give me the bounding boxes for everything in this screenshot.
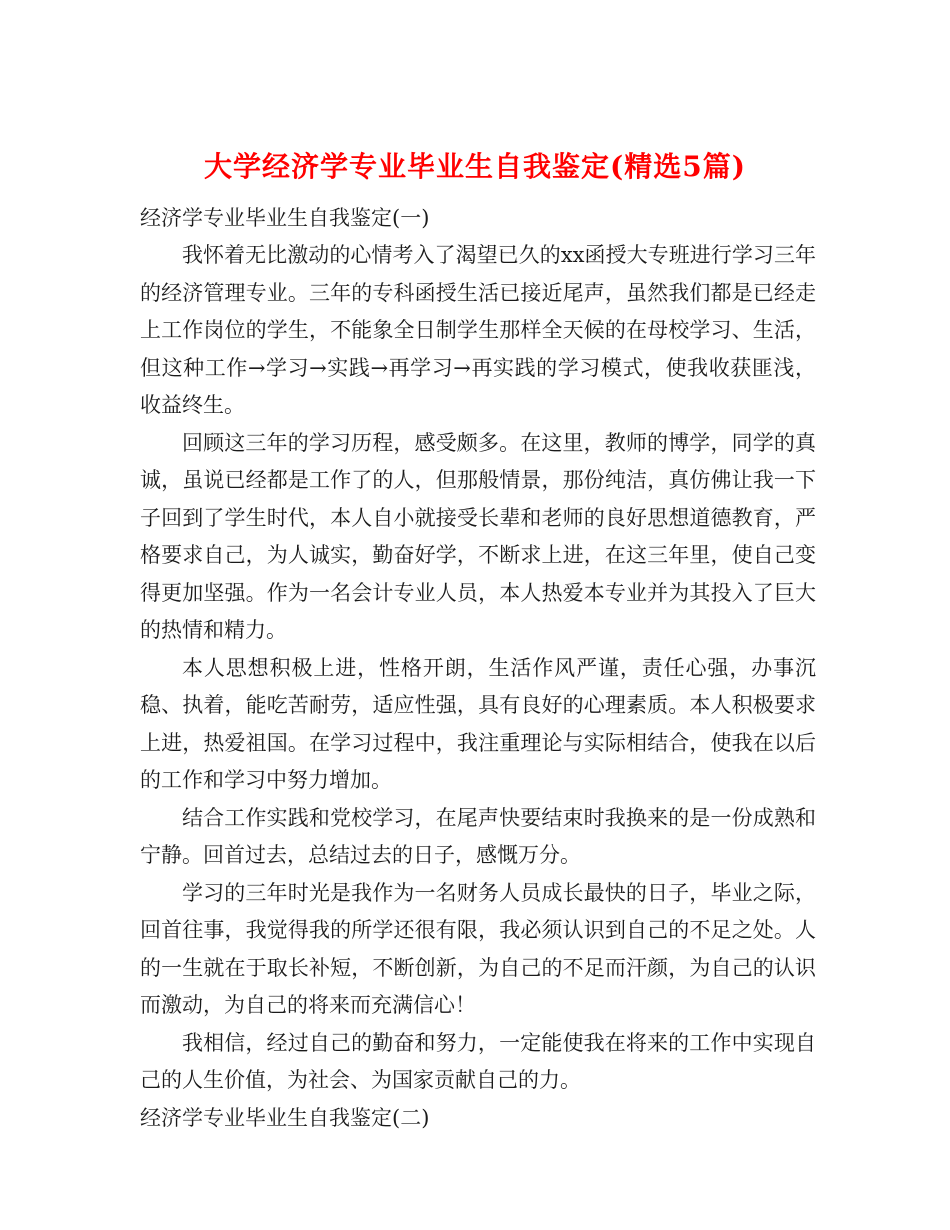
paragraph-6: 我相信，经过自己的勤奋和努力，一定能使我在将来的工作中实现自己的人生价值，为社会、为国家贡献自己的力。 bbox=[140, 1030, 816, 1092]
paragraph-3: 本人思想积极上进，性格开朗，生活作风严谨，责任心强，办事沉稳、执着，能吃苦耐劳，适应性强，具有良好的心理素质。本人积极要求上进，热爱祖国。在学习过程中，我注重理论与实际相结合，使我在以后的工作和学习中努力增加。 bbox=[140, 655, 816, 792]
document-body bbox=[140, 200, 816, 1137]
paragraph-5: 学习的三年时光是我作为一名财务人员成长最快的日子，毕业之际，回首往事，我觉得我的所学还很有限，我必须认识到自己的不足之处。人的一生就在于取长补短，不断创新，为自己的不足而汗颜，为自己的认识而激动，为自己的将来而充满信心！ bbox=[140, 880, 816, 1017]
paragraph-1: 我怀着无比激动的心情考入了渴望已久的xx函授大专班进行学习三年的经济管理专业。三年的专科函授生活已接近尾声，虽然我们都是已经走上工作岗位的学生，不能象全日制学生那样全天候的在母校学习、生活，但这种工作→学习→实践→再学习→再实践的学习模式，使我收获匪浅，收益终生。 bbox=[140, 243, 816, 417]
section-heading-1: 经济学专业毕业生自我鉴定(一) bbox=[140, 206, 430, 230]
paragraph-4: 结合工作实践和党校学习，在尾声快要结束时我换来的是一份成熟和宁静。回首过去，总结过去的日子，感慨万分。 bbox=[140, 805, 816, 867]
paragraph-2: 回顾这三年的学习历程，感受颇多。在这里，教师的博学，同学的真诚，虽说已经都是工作了的人，但那般情景，那份纯洁，真仿佛让我一下子回到了学生时代，本人自小就接受长辈和老师的良好思想道德教育，严格要求自己，为人诚实，勤奋好学，不断求上进，在这三年里，使自己变得更加坚强。作为一名会计专业人员，本人热爱本专业并为其投入了巨大的热情和精力。 bbox=[140, 430, 816, 642]
section-heading-2: 经济学专业毕业生自我鉴定(二) bbox=[140, 1105, 430, 1130]
document-title: 大学经济学专业毕业生自我鉴定(精选5篇) bbox=[204, 149, 746, 183]
